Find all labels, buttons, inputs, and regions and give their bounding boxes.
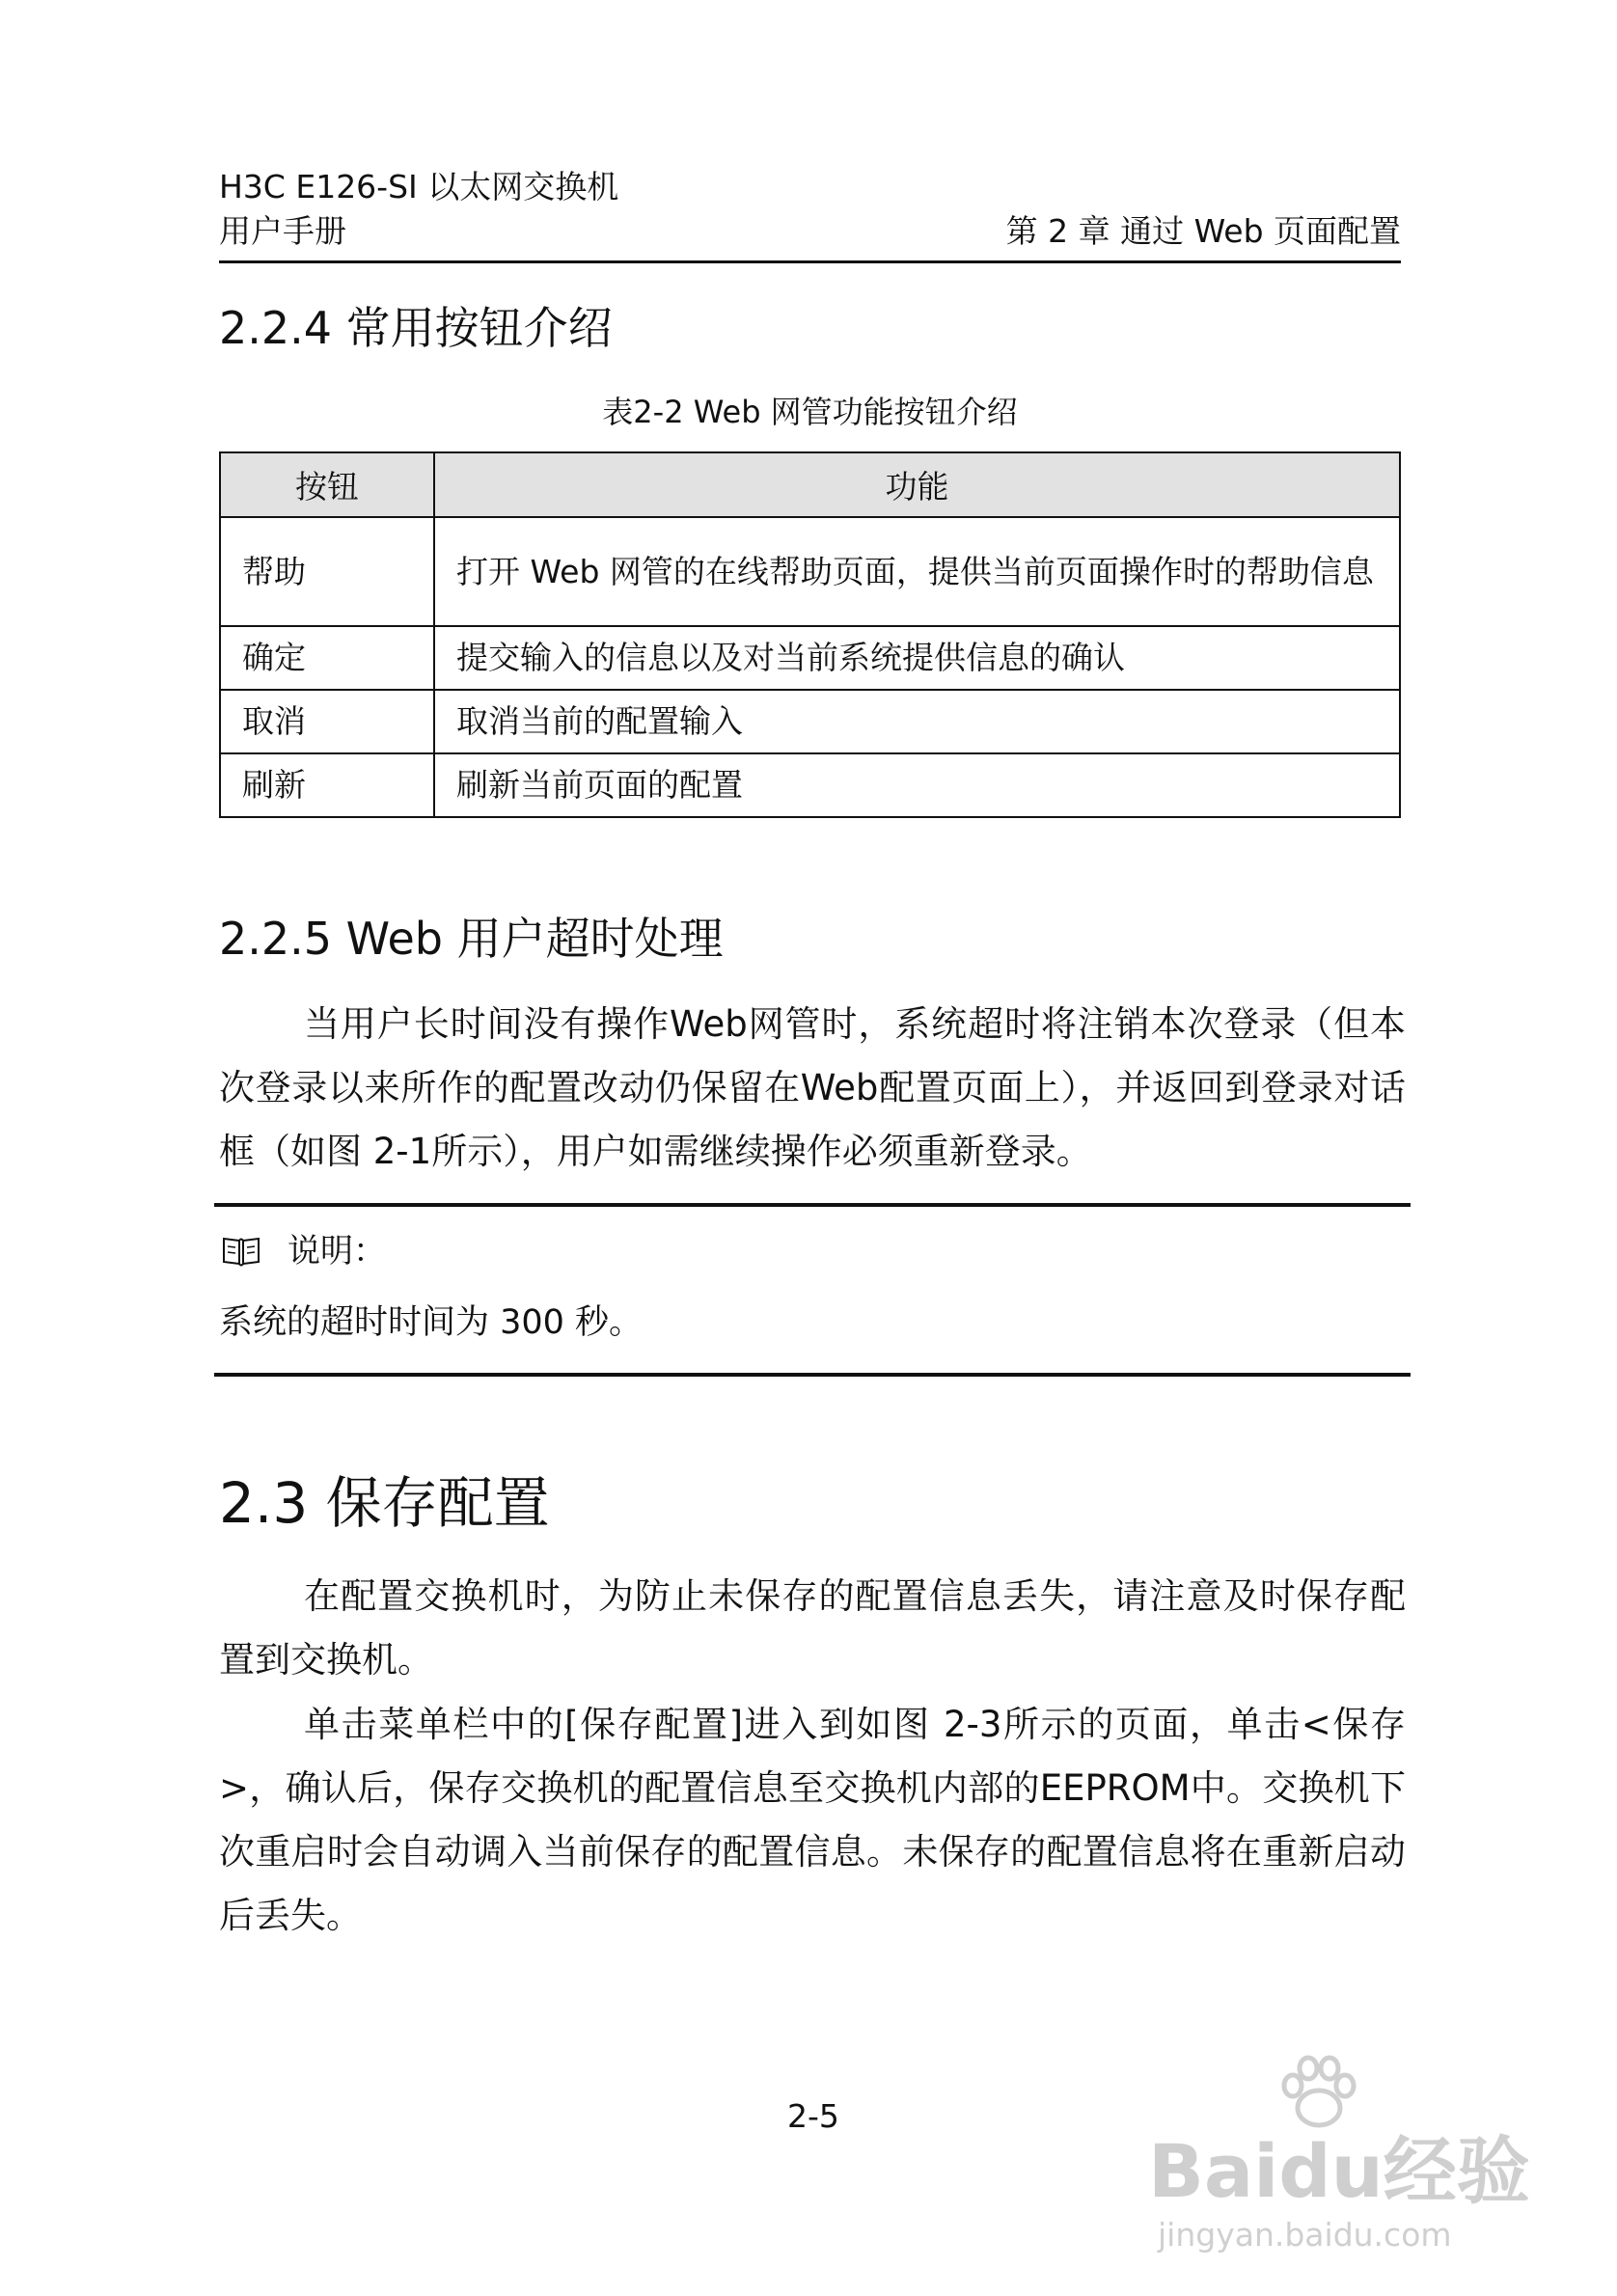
cell-function: 提交输入的信息以及对当前系统提供信息的确认 — [434, 626, 1400, 690]
watermark-brand: Baidu经验 — [1148, 2128, 1530, 2214]
timeout-paragraph: 当用户长时间没有操作Web网管时，系统超时将注销本次登录（但本次登录以来所作的配置改动仍保留在Web配置页面上），并返回到登录对话框（如图 2-1所示），用户如需继续操作必须重新登录。 — [219, 1003, 1406, 1172]
note-title: 说明： — [288, 1232, 386, 1271]
section-heading-2-3: 2.3 保存配置 — [219, 1470, 550, 1536]
save-paragraph-1: 在配置交换机时，为防止未保存的配置信息丢失，请注意及时保存配置到交换机。 — [219, 1575, 1406, 1681]
section-heading-2-2-5: 2.2.5 Web 用户超时处理 — [219, 913, 724, 965]
paw-icon — [1275, 2055, 1362, 2132]
table-row — [220, 517, 1400, 626]
button-function-table — [219, 451, 1401, 818]
cell-function: 取消当前的配置输入 — [434, 690, 1400, 753]
table-row — [220, 753, 1400, 817]
cell-button: 刷新 — [220, 753, 434, 817]
header-product: H3C E126-SI 以太网交换机 — [219, 168, 619, 205]
column-header-button: 按钮 — [220, 452, 434, 517]
save-paragraph-2: 单击菜单栏中的[保存配置]进入到如图 2-3所示的页面，单击<保存>，确认后，保存交换机的配置信息至交换机内部的EEPROM中。交换机下次重启时会自动调入当前保存的配置信息。未保存的配置信息将在重新启动后丢失。 — [219, 1704, 1406, 1936]
watermark-url: jingyan.baidu.com — [1158, 2216, 1452, 2254]
header-rule — [219, 260, 1401, 263]
book-icon — [222, 1235, 260, 1268]
cell-button: 帮助 — [220, 517, 434, 626]
header-chapter: 第 2 章 通过 Web 页面配置 — [1005, 212, 1401, 250]
table-row — [220, 690, 1400, 753]
cell-function: 打开 Web 网管的在线帮助页面，提供当前页面操作时的帮助信息 — [434, 517, 1400, 626]
header-manual: 用户手册 — [219, 212, 346, 250]
column-header-function: 功能 — [434, 452, 1400, 517]
note-bottom-rule — [214, 1373, 1411, 1377]
section-heading-2-2-4: 2.2.4 常用按钮介绍 — [219, 302, 613, 354]
note-top-rule — [214, 1203, 1411, 1207]
table-header-row — [220, 452, 1400, 517]
cell-function: 刷新当前页面的配置 — [434, 753, 1400, 817]
baidu-watermark — [1148, 2055, 1563, 2257]
note-text: 系统的超时时间为 300 秒。 — [219, 1303, 644, 1342]
cell-button: 取消 — [220, 690, 434, 753]
table-caption: 表2-2 Web 网管功能按钮介绍 — [602, 394, 1018, 430]
cell-button: 确定 — [220, 626, 434, 690]
page-number: 2-5 — [787, 2097, 839, 2135]
table-row — [220, 626, 1400, 690]
